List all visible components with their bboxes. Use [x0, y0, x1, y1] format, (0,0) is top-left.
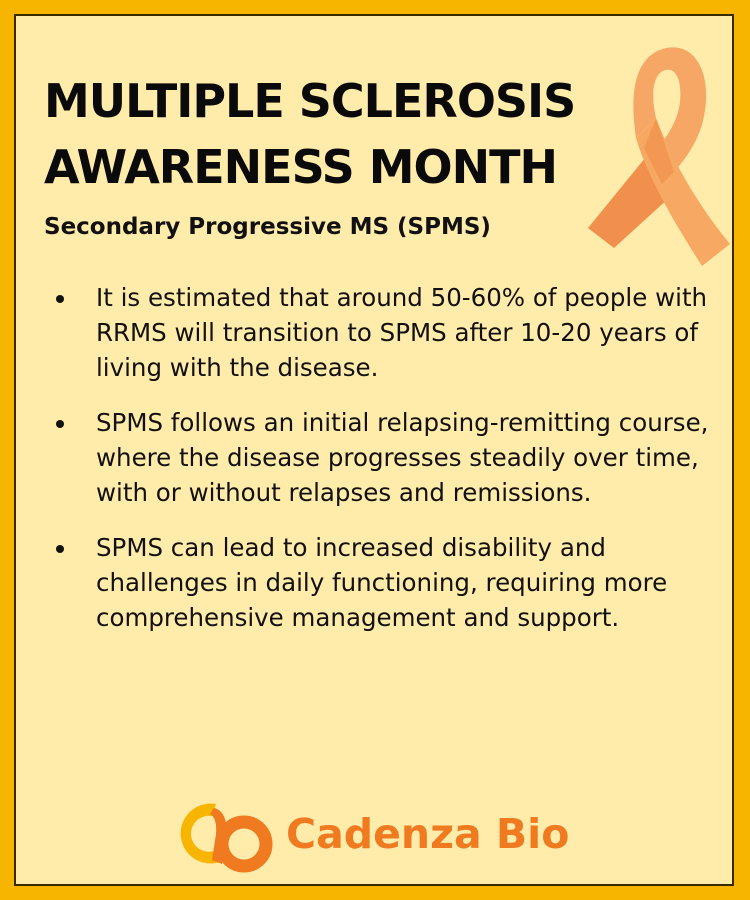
- bullet-list: [52, 280, 722, 655]
- title-line-2: AWARENESS MONTH: [44, 140, 558, 194]
- bullet-text: SPMS follows an initial relapsing-remitting course, where the disease progresses steadily over time, with or without relapses and remissions.: [96, 408, 709, 507]
- bullet-dot: [56, 420, 64, 428]
- bullet-dot: [56, 545, 64, 553]
- cadenza-bio-logo-icon: [176, 798, 280, 880]
- poster-card: [14, 14, 734, 886]
- list-item: [52, 280, 722, 385]
- bullet-text: It is estimated that around 50-60% of people with RRMS will transition to SPMS after 10-20 years of living with the disease.: [96, 283, 708, 382]
- awareness-ribbon-icon: [584, 38, 734, 282]
- bullet-dot: [56, 295, 64, 303]
- list-item: [52, 405, 722, 510]
- brand-logo: [176, 796, 606, 876]
- bullet-text: SPMS can lead to increased disability and challenges in daily functioning, requiring more comprehensive management and support.: [96, 533, 668, 632]
- subtitle: Secondary Progressive MS (SPMS): [44, 214, 491, 240]
- list-item: [52, 530, 722, 635]
- page-title: [44, 68, 575, 200]
- title-line-1: MULTIPLE SCLEROSIS: [44, 74, 576, 128]
- brand-name: Cadenza Bio: [286, 810, 570, 858]
